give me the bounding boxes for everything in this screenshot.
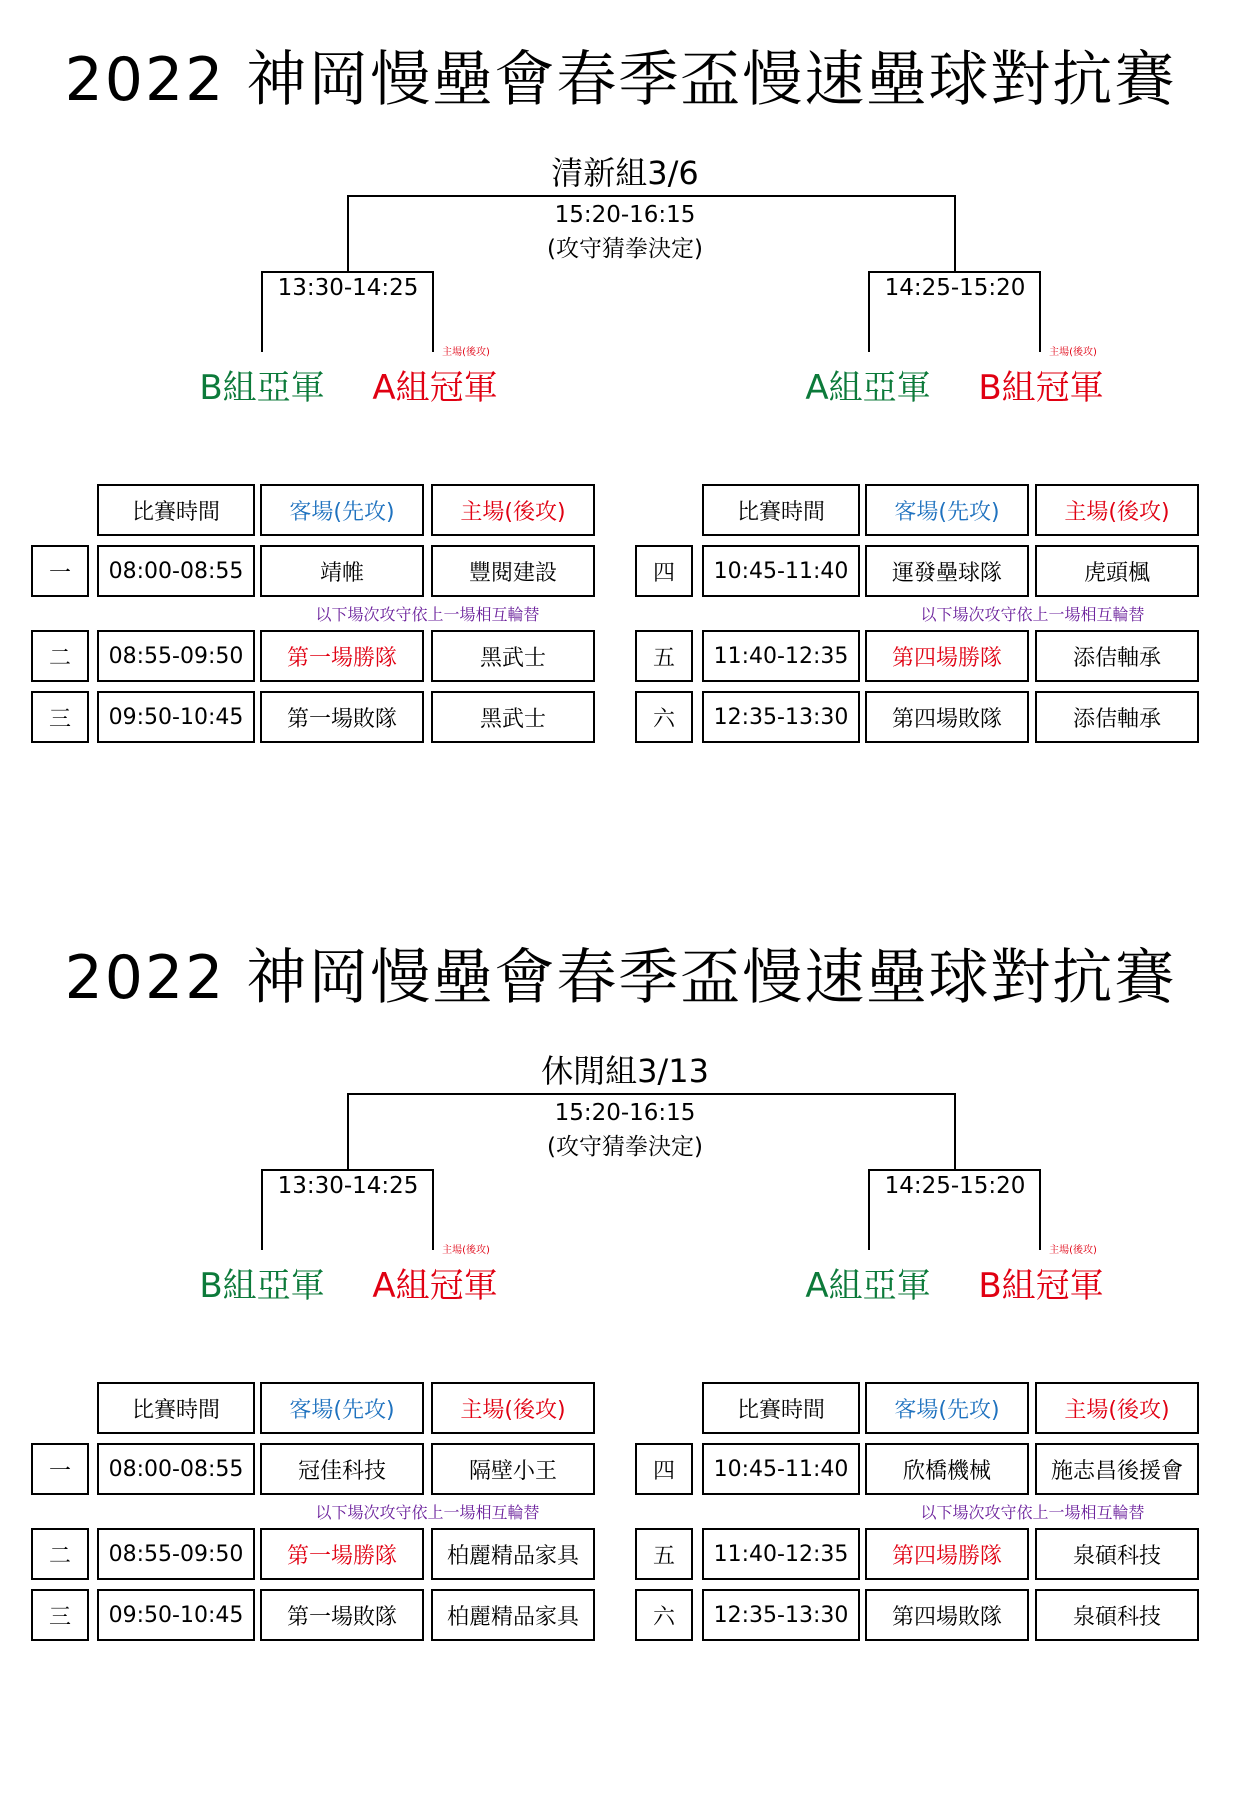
- game-time: 10:45-11:40: [702, 545, 860, 597]
- away-team: 第一場勝隊: [260, 1528, 424, 1580]
- semi-2-home-team: B組冠軍: [978, 368, 1104, 408]
- final-time: 15:20-16:15: [554, 202, 696, 228]
- game-number: 五: [635, 630, 693, 682]
- home-team: 豐閱建設: [431, 545, 595, 597]
- semi-2-home-team: B組冠軍: [978, 1266, 1104, 1306]
- header-home: 主場(後攻): [431, 1382, 595, 1434]
- game-number: 三: [31, 1589, 89, 1641]
- rotation-note: 以下場次攻守依上一場相互輪替: [315, 605, 540, 624]
- game-number: 五: [635, 1528, 693, 1580]
- game-time: 08:55-09:50: [97, 630, 255, 682]
- home-team: 黑武士: [431, 630, 595, 682]
- away-team: 第四場敗隊: [865, 691, 1029, 743]
- semi-1-time: 13:30-14:25: [277, 1173, 419, 1199]
- home-team: 柏麗精品家具: [431, 1528, 595, 1580]
- header-time: 比賽時間: [97, 1382, 255, 1434]
- semi-2-away-team: A組亞軍: [805, 368, 931, 408]
- header-away: 客場(先攻): [260, 1382, 424, 1434]
- header-away: 客場(先攻): [260, 484, 424, 536]
- final-note: (攻守猜拳決定): [547, 1134, 703, 1160]
- game-number: 一: [31, 545, 89, 597]
- rotation-note: 以下場次攻守依上一場相互輪替: [920, 605, 1145, 624]
- away-team: 運發壘球隊: [865, 545, 1029, 597]
- game-number: 四: [635, 545, 693, 597]
- semi-2-away-team: A組亞軍: [805, 1266, 931, 1306]
- away-team: 第四場敗隊: [865, 1589, 1029, 1641]
- game-number: 三: [31, 691, 89, 743]
- game-number: 一: [31, 1443, 89, 1495]
- away-team: 第四場勝隊: [865, 630, 1029, 682]
- home-team: 黑武士: [431, 691, 595, 743]
- away-team: 第一場勝隊: [260, 630, 424, 682]
- home-note: 主場(後攻): [442, 1245, 490, 1256]
- game-time: 08:00-08:55: [97, 1443, 255, 1495]
- game-number: 六: [635, 1589, 693, 1641]
- home-team: 施志昌後援會: [1035, 1443, 1199, 1495]
- page-title: 2022 神岡慢壘會春季盃慢速壘球對抗賽: [64, 943, 1177, 1013]
- game-number: 二: [31, 630, 89, 682]
- header-away: 客場(先攻): [865, 1382, 1029, 1434]
- game-time: 08:00-08:55: [97, 545, 255, 597]
- final-time: 15:20-16:15: [554, 1100, 696, 1126]
- game-time: 09:50-10:45: [97, 1589, 255, 1641]
- semi-1-time: 13:30-14:25: [277, 275, 419, 301]
- home-note: 主場(後攻): [442, 347, 490, 358]
- home-team: 泉碩科技: [1035, 1528, 1199, 1580]
- semi-1-away-team: B組亞軍: [199, 368, 325, 408]
- game-number: 六: [635, 691, 693, 743]
- away-team: 第一場敗隊: [260, 1589, 424, 1641]
- away-team: 冠佳科技: [260, 1443, 424, 1495]
- away-team: 欣橋機械: [865, 1443, 1029, 1495]
- rotation-note: 以下場次攻守依上一場相互輪替: [315, 1503, 540, 1522]
- page-title: 2022 神岡慢壘會春季盃慢速壘球對抗賽: [64, 45, 1177, 115]
- home-note: 主場(後攻): [1049, 347, 1097, 358]
- semi-2-time: 14:25-15:20: [884, 1173, 1026, 1199]
- home-team: 虎頭楓: [1035, 545, 1199, 597]
- home-note: 主場(後攻): [1049, 1245, 1097, 1256]
- header-home: 主場(後攻): [1035, 484, 1199, 536]
- game-number: 四: [635, 1443, 693, 1495]
- header-time: 比賽時間: [97, 484, 255, 536]
- semi-2-time: 14:25-15:20: [884, 275, 1026, 301]
- home-team: 添佶軸承: [1035, 691, 1199, 743]
- home-team: 隔壁小王: [431, 1443, 595, 1495]
- header-time: 比賽時間: [702, 1382, 860, 1434]
- rotation-note: 以下場次攻守依上一場相互輪替: [920, 1503, 1145, 1522]
- game-time: 10:45-11:40: [702, 1443, 860, 1495]
- away-team: 第四場勝隊: [865, 1528, 1029, 1580]
- away-team: 靖帷: [260, 545, 424, 597]
- bracket-section-2: [0, 898, 1241, 1798]
- final-note: (攻守猜拳決定): [547, 236, 703, 262]
- header-away: 客場(先攻): [865, 484, 1029, 536]
- game-time: 11:40-12:35: [702, 630, 860, 682]
- game-time: 12:35-13:30: [702, 691, 860, 743]
- home-team: 柏麗精品家具: [431, 1589, 595, 1641]
- game-number: 二: [31, 1528, 89, 1580]
- semi-1-home-team: A組冠軍: [372, 1266, 498, 1306]
- game-time: 11:40-12:35: [702, 1528, 860, 1580]
- header-home: 主場(後攻): [1035, 1382, 1199, 1434]
- game-time: 12:35-13:30: [702, 1589, 860, 1641]
- semi-1-away-team: B組亞軍: [199, 1266, 325, 1306]
- semi-1-home-team: A組冠軍: [372, 368, 498, 408]
- game-time: 09:50-10:45: [97, 691, 255, 743]
- home-team: 泉碩科技: [1035, 1589, 1199, 1641]
- group-title: 清新組3/6: [551, 154, 699, 192]
- header-time: 比賽時間: [702, 484, 860, 536]
- group-title: 休閒組3/13: [541, 1052, 709, 1090]
- game-time: 08:55-09:50: [97, 1528, 255, 1580]
- header-home: 主場(後攻): [431, 484, 595, 536]
- away-team: 第一場敗隊: [260, 691, 424, 743]
- home-team: 添佶軸承: [1035, 630, 1199, 682]
